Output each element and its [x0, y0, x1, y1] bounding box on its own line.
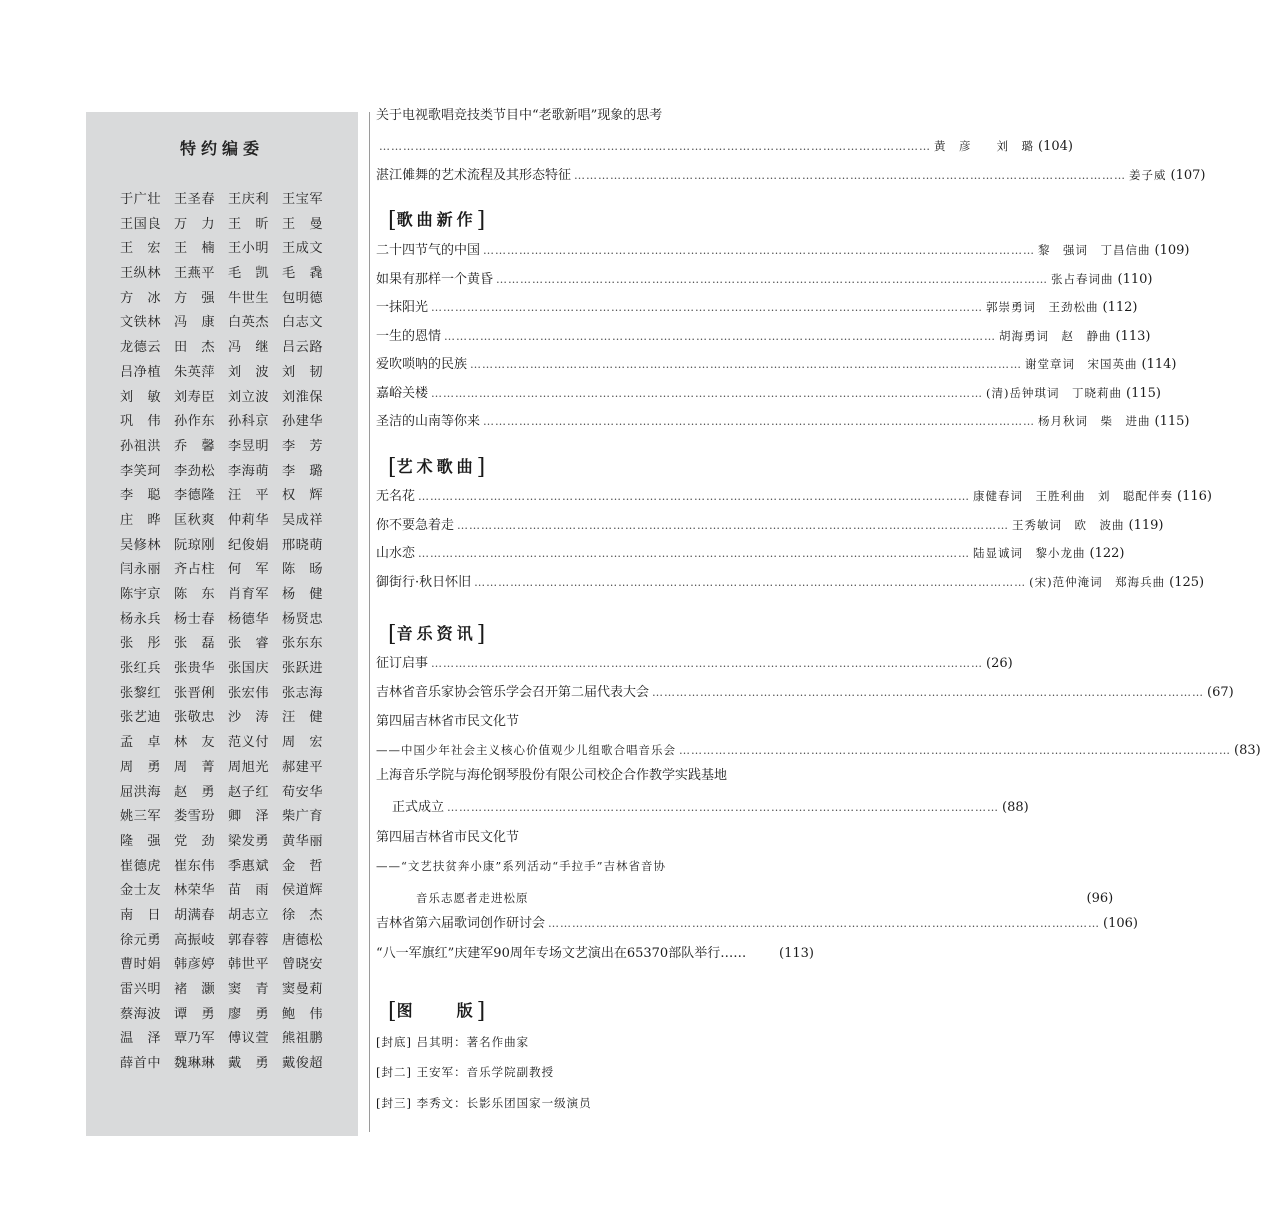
leader-dots: …………………………………………………………………………………………………………………………	[457, 518, 1010, 532]
board-member-name: 闫永丽	[120, 562, 162, 578]
leader-dots: …………………………………………………………………………………………………………………………	[483, 244, 1036, 257]
entry-title: 关于电视歌唱竞技类节目中“老歌新唱”现象的思考	[376, 108, 663, 123]
board-member-name: 林荣华	[174, 883, 216, 899]
entry-title: 征订启事	[376, 656, 429, 671]
entry-title: 一生的恩情	[376, 328, 442, 344]
board-member-name: 周 菁	[174, 759, 216, 775]
board-member-name: 侯道辉	[282, 883, 324, 899]
toc-entry[interactable]	[376, 543, 1125, 564]
toc-entry[interactable]	[376, 572, 1205, 593]
board-member-name: 包明德	[282, 290, 324, 306]
board-member-name: 卿 泽	[228, 809, 270, 825]
toc-entry[interactable]	[376, 486, 1212, 507]
board-member-name: 赵子红	[228, 784, 270, 800]
board-member-name: 梁发勇	[228, 833, 270, 849]
leader-dots: …………………………………………………………………………………………………………………………	[574, 169, 1127, 182]
column-divider	[369, 112, 370, 1132]
entry-author: 谢堂章词 宋国英曲	[1025, 357, 1138, 371]
toc-entry[interactable]	[376, 712, 1261, 761]
entry-page: (96)	[1086, 891, 1114, 906]
leader-dots: …………………………………………………………………………………………………………………………	[444, 329, 997, 343]
entry-title: 无名花	[376, 489, 416, 504]
board-member-name: 王庆利	[228, 192, 270, 207]
board-member-name: 柴广育	[282, 809, 324, 825]
board-member-name: 孙祖洪	[120, 438, 162, 454]
board-member-name: 张跃进	[282, 661, 324, 677]
board-member-name: 戴俊超	[282, 1056, 324, 1072]
board-member-name: 范义付	[228, 735, 270, 751]
board-member-name: 吕净植	[120, 364, 162, 380]
entry-continuation: 音乐志愿者走进松原	[416, 891, 529, 905]
board-member-name: 荀安华	[282, 784, 324, 800]
board-member-name: 魏琳琳	[174, 1056, 216, 1072]
board-member-name: 刘 敏	[120, 389, 162, 405]
leader-dots: …………………………………………………………………………………………………………………………	[418, 490, 971, 503]
board-member-name: 熊祖鹏	[282, 1031, 324, 1047]
board-member-name: 陈宇京	[120, 587, 162, 602]
board-member-name: 苗 雨	[228, 883, 270, 899]
board-member-name: 毛 毳	[282, 266, 324, 282]
board-member-name: 汪 健	[282, 710, 324, 726]
entry-author: 张占春词曲	[1051, 271, 1114, 286]
board-member-name: 吴修林	[120, 537, 162, 553]
board-member-name: 方 冰	[120, 290, 162, 306]
board-member-name: 曾晓安	[282, 957, 324, 973]
board-member-name: 崔德虎	[120, 858, 162, 874]
board-member-name: 韩世平	[228, 957, 270, 973]
leader-dots: …………………………………………………………………………………………………………………………	[431, 301, 984, 314]
board-member-name: 周旭光	[228, 759, 270, 775]
board-member-name: 李海萌	[228, 463, 270, 479]
section-heading-new-songs: [歌曲新作]	[388, 208, 486, 233]
board-member-name: 仲莉华	[228, 512, 270, 528]
entry-page: (110)	[1117, 271, 1153, 287]
board-member-name: 李笑珂	[120, 463, 162, 479]
board-member-name: 杨德华	[228, 611, 270, 627]
toc-entry[interactable]	[376, 654, 1013, 674]
board-member-name: 吕云路	[282, 340, 324, 356]
board-member-name: 孙科京	[228, 414, 270, 430]
entry-author: 黎 强词 丁昌信曲	[1038, 243, 1151, 257]
board-member-name: 乔 馨	[174, 438, 216, 454]
entry-title: 第四届吉林省市民文化节	[376, 830, 520, 845]
plate-text: 王安军：音乐学院副教授	[416, 1065, 555, 1079]
entry-page: (67)	[1207, 685, 1234, 700]
board-member-name: 薛首中	[120, 1056, 162, 1072]
board-member-name: 张红兵	[120, 661, 162, 677]
board-member-name: 窦曼莉	[282, 982, 324, 997]
board-member-name: 胡志立	[228, 907, 270, 923]
board-member-name: 王国良	[120, 216, 162, 232]
board-member-name: 牛世生	[228, 290, 270, 306]
board-member-name: 郝建平	[282, 759, 324, 775]
toc-entry[interactable]	[376, 240, 1190, 261]
toc-entry[interactable]	[376, 944, 814, 964]
board-member-name: 陈 旸	[282, 562, 324, 578]
entry-page: (106)	[1103, 916, 1138, 931]
board-member-name: 戴 勇	[228, 1056, 270, 1072]
editorial-board-title: 特约编委	[179, 139, 264, 158]
leader-dots: …………………………………………………………………………………………………………………………	[431, 657, 984, 670]
plate-back-cover	[376, 1034, 529, 1050]
entry-page: (88)	[1002, 800, 1029, 815]
leader-dots: …………………………………………………………………………………………………………………………	[496, 272, 1049, 286]
board-member-name: 雷兴明	[120, 982, 162, 997]
board-member-name: 姚三军	[120, 809, 162, 825]
entry-page: (113)	[779, 946, 814, 961]
board-member-name: 张国庆	[228, 661, 270, 677]
board-member-name: 褚 灏	[174, 982, 216, 997]
section-heading-art-songs: [艺术歌曲]	[388, 455, 486, 480]
board-member-name: 廖 勇	[228, 1006, 270, 1022]
board-member-name: 齐占柱	[174, 562, 216, 578]
leader-dots: …………………………………………………………………………………………………………………………	[418, 547, 971, 560]
editorial-board-names	[120, 188, 336, 1077]
entry-title: 如果有那样一个黄昏	[376, 271, 494, 287]
board-member-name: 金士友	[120, 883, 162, 899]
entry-page: (104)	[1038, 139, 1073, 154]
entry-page: (114)	[1141, 357, 1177, 372]
board-member-name: 王 昕	[228, 216, 270, 232]
entry-author: 郭崇勇词 王劲松曲	[986, 300, 1099, 314]
board-member-name: 李 聪	[120, 488, 162, 504]
board-member-name: 王 曼	[282, 216, 324, 232]
leader-dots: …………………………………………………………………………………………………………………………	[470, 358, 1023, 371]
board-member-name: 张晋俐	[174, 685, 216, 701]
board-member-name: 龙德云	[120, 340, 162, 356]
entry-author: 姜子威	[1129, 168, 1167, 182]
leader-dots: …………………………………………………………………………………………………………………………	[679, 744, 1231, 757]
board-member-name: 张贵华	[174, 661, 216, 677]
leader-dots: …………………………………………………………………………………………………………………………	[474, 575, 1027, 589]
entry-title: 第四届吉林省市民文化节	[376, 714, 520, 729]
board-member-name: 覃乃军	[174, 1031, 216, 1047]
board-member-name: 万 力	[174, 216, 216, 232]
board-member-name: 张 睿	[228, 636, 270, 652]
board-member-name: 唐德松	[282, 932, 324, 948]
board-member-name: 孙作东	[174, 414, 216, 430]
entry-continuation: 正式成立	[392, 800, 445, 815]
board-member-name: 崔东伟	[174, 858, 216, 874]
board-member-name: 方 强	[174, 290, 216, 306]
board-member-name: 李 璐	[282, 463, 324, 479]
board-member-name: 吴成祥	[282, 512, 324, 528]
board-member-name: 徐元勇	[120, 932, 162, 948]
entry-title: 爱吹唢呐的民族	[376, 357, 468, 372]
toc-entry[interactable]	[376, 766, 1029, 818]
leader-dots: …………………………………………………………………………………………………………………………	[483, 415, 1036, 428]
board-member-name: 李 芳	[282, 438, 324, 454]
board-member-name: 王宝军	[282, 192, 324, 207]
board-member-name: 赵 勇	[174, 784, 216, 800]
entry-author: 杨月秋词 柴 进曲	[1038, 414, 1151, 428]
entry-subtitle: ——中国少年社会主义核心价值观少儿组歌合唱音乐会	[376, 743, 676, 757]
board-member-name: 周 勇	[120, 759, 162, 775]
toc-entry[interactable]	[376, 106, 1073, 157]
board-member-name: 张 彤	[120, 636, 162, 652]
plate-text: 李秀文：长影乐团国家一级演员	[416, 1096, 592, 1110]
board-member-name: 刘淮保	[282, 389, 324, 405]
board-member-name: 阮琼刚	[174, 537, 216, 553]
plate-inside-front	[376, 1064, 554, 1080]
entry-title: 山水恋	[376, 546, 416, 561]
entry-title: 你不要急着走	[376, 517, 455, 533]
toc-entry[interactable]	[376, 383, 1161, 404]
entry-author: 黄 彦 刘 璐	[934, 139, 1034, 153]
board-member-name: 庄 晔	[120, 512, 162, 528]
board-member-name: 张艺迪	[120, 710, 162, 726]
board-member-name: 刘立波	[228, 389, 270, 405]
toc-entry[interactable]	[376, 354, 1177, 375]
leader-dots: …………………………………………………………………………………………………………………………	[379, 140, 931, 153]
plate-text: 吕其明：著名作曲家	[416, 1035, 530, 1049]
board-member-name: 傅议萱	[228, 1031, 270, 1047]
toc-entry[interactable]	[376, 411, 1190, 432]
board-member-name: 郭春蓉	[228, 932, 270, 948]
board-member-name: 谭 勇	[174, 1006, 216, 1022]
toc-entry[interactable]	[376, 515, 1164, 536]
board-member-name: 杨永兵	[120, 611, 162, 627]
board-member-name: 张敬忠	[174, 710, 216, 726]
board-member-name: 何 军	[228, 562, 270, 578]
entry-author: 王秀敏词 欧 波曲	[1012, 517, 1125, 532]
board-member-name: 杨 健	[282, 587, 324, 602]
board-member-name: 胡满春	[174, 907, 216, 923]
toc-entry[interactable]	[376, 297, 1138, 318]
entry-author: (清)岳钟琪词 丁晓莉曲	[986, 385, 1122, 400]
board-member-name: 冯 康	[174, 315, 216, 331]
entry-page: (109)	[1154, 243, 1190, 258]
board-member-name: 田 杰	[174, 340, 216, 356]
toc-entry[interactable]	[376, 828, 1114, 909]
board-member-name: 鲍 伟	[282, 1006, 324, 1022]
board-member-name: 隆 强	[120, 833, 162, 849]
board-member-name: 张志海	[282, 685, 324, 701]
board-member-name: 刘寿臣	[174, 389, 216, 405]
board-member-name: 于广壮	[120, 192, 162, 207]
board-member-name: 王 宏	[120, 241, 162, 257]
board-member-name: 张黎红	[120, 685, 162, 701]
board-member-name: 白英杰	[228, 315, 270, 331]
plate-label: [封三]	[376, 1096, 412, 1110]
board-member-name: 白志文	[282, 315, 324, 331]
toc-entry[interactable]	[376, 683, 1234, 703]
board-member-name: 王 楠	[174, 241, 216, 257]
board-member-name: 汪 平	[228, 488, 270, 504]
entry-page: (26)	[986, 656, 1013, 671]
board-member-name: 王圣春	[174, 192, 216, 207]
editorial-board-panel	[86, 112, 358, 1136]
board-member-name: 纪俊娟	[228, 537, 270, 553]
board-member-name: 高振岐	[174, 932, 216, 948]
board-member-name: 娄雪玢	[174, 809, 216, 825]
toc-entry[interactable]	[376, 269, 1153, 290]
toc-entry[interactable]	[376, 326, 1151, 347]
leader-dots: …………………………………………………………………………………………………………………………	[431, 386, 984, 400]
entry-page: (116)	[1177, 489, 1212, 504]
board-member-name: 金 哲	[282, 858, 324, 874]
board-member-name: 刘 韧	[282, 364, 324, 380]
entry-page: (107)	[1170, 168, 1206, 183]
board-member-name: 孙建华	[282, 414, 324, 430]
board-member-name: 孟 卓	[120, 735, 162, 751]
board-member-name: 南 日	[120, 907, 162, 923]
entry-page: (115)	[1154, 414, 1190, 429]
entry-subtitle: ——“文艺扶贫奔小康”系列活动“手拉手”吉林省音协	[376, 859, 667, 873]
entry-page: (83)	[1234, 743, 1261, 758]
entry-page: (115)	[1126, 385, 1161, 401]
board-member-name: 沙 涛	[228, 710, 270, 726]
entry-title: “八一军旗红”庆建军90周年专场文艺演出在65370部队举行……	[376, 946, 747, 961]
board-member-name: 肖育军	[228, 587, 270, 602]
entry-title: 嘉峪关楼	[376, 385, 429, 401]
board-member-name: 刘 波	[228, 364, 270, 380]
board-member-name: 党 劲	[174, 833, 216, 849]
board-member-name: 窦 青	[228, 982, 270, 997]
board-member-name: 王燕平	[174, 266, 216, 282]
board-member-name: 张东东	[282, 636, 324, 652]
entry-page: (125)	[1169, 574, 1205, 590]
leader-dots: …………………………………………………………………………………………………………………………	[447, 801, 1000, 814]
board-member-name: 周 宏	[282, 735, 324, 751]
entry-author: (宋)范仲淹词 郑海兵曲	[1029, 574, 1166, 589]
leader-dots: …………………………………………………………………………………………………………………………	[652, 686, 1205, 699]
board-member-name: 巩 伟	[120, 414, 162, 430]
board-member-name: 季惠斌	[228, 858, 270, 874]
board-member-name: 曹时娟	[120, 957, 162, 973]
board-member-name: 杨贤忠	[282, 611, 324, 627]
board-member-name: 李劲松	[174, 463, 216, 479]
board-member-name: 张 磊	[174, 636, 216, 652]
entry-page: (112)	[1102, 300, 1138, 315]
entry-title: 吉林省音乐家协会管乐学会召开第二届代表大会	[376, 685, 650, 700]
board-member-name: 权 辉	[282, 488, 324, 504]
entry-page: (119)	[1128, 517, 1164, 533]
plate-inside-back	[376, 1095, 592, 1111]
board-member-name: 杨士春	[174, 611, 216, 627]
board-member-name: 李德隆	[174, 488, 216, 504]
board-member-name: 林 友	[174, 735, 216, 751]
entry-title: 上海音乐学院与海伦钢琴股份有限公司校企合作教学实践基地	[376, 768, 728, 783]
board-member-name: 王纵林	[120, 266, 162, 282]
board-member-name: 王成文	[282, 241, 324, 257]
board-member-name: 邢晓萌	[282, 537, 324, 553]
entry-author: 陆显诚词 黎小龙曲	[973, 546, 1086, 560]
board-member-name: 温 泽	[120, 1031, 162, 1047]
entry-title: 御街行·秋日怀旧	[376, 574, 472, 590]
section-heading-plates: [图 版]	[388, 999, 486, 1024]
entry-page: (122)	[1089, 546, 1125, 561]
board-member-name: 陈 东	[174, 587, 216, 602]
board-member-name: 黄华丽	[282, 833, 324, 849]
leader-dots: …………………………………………………………………………………………………………………………	[548, 917, 1101, 930]
board-member-name: 徐 杰	[282, 907, 324, 923]
board-member-name: 文铁林	[120, 315, 162, 331]
board-member-name: 冯 继	[228, 340, 270, 356]
board-member-name: 蔡海波	[120, 1006, 162, 1022]
entry-page: (113)	[1115, 328, 1151, 344]
section-heading-news: [音乐资讯]	[388, 622, 486, 647]
board-member-name: 韩彦婷	[174, 957, 216, 973]
plate-label: [封底]	[376, 1035, 412, 1049]
entry-title: 二十四节气的中国	[376, 243, 481, 258]
entry-title: 圣洁的山南等你来	[376, 414, 481, 429]
entry-title: 湛江傩舞的艺术流程及其形态特征	[376, 168, 572, 183]
entry-author: 胡海勇词 赵 静曲	[999, 328, 1112, 343]
toc-entry[interactable]	[376, 165, 1206, 186]
entry-title: 一抹阳光	[376, 300, 429, 315]
board-member-name: 李昱明	[228, 438, 270, 454]
board-member-name: 毛 凯	[228, 266, 270, 282]
toc-entry[interactable]	[376, 914, 1138, 934]
plate-label: [封二]	[376, 1065, 412, 1079]
entry-author: 康健春词 王胜利曲 刘 聪配伴奏	[973, 489, 1174, 503]
board-member-name: 匡秋爽	[174, 512, 216, 528]
board-member-name: 朱英萍	[174, 364, 216, 380]
board-member-name: 屈洪海	[120, 784, 162, 800]
board-member-name: 王小明	[228, 241, 270, 257]
board-member-name: 张宏伟	[228, 685, 270, 701]
entry-title: 吉林省第六届歌词创作研讨会	[376, 916, 546, 931]
